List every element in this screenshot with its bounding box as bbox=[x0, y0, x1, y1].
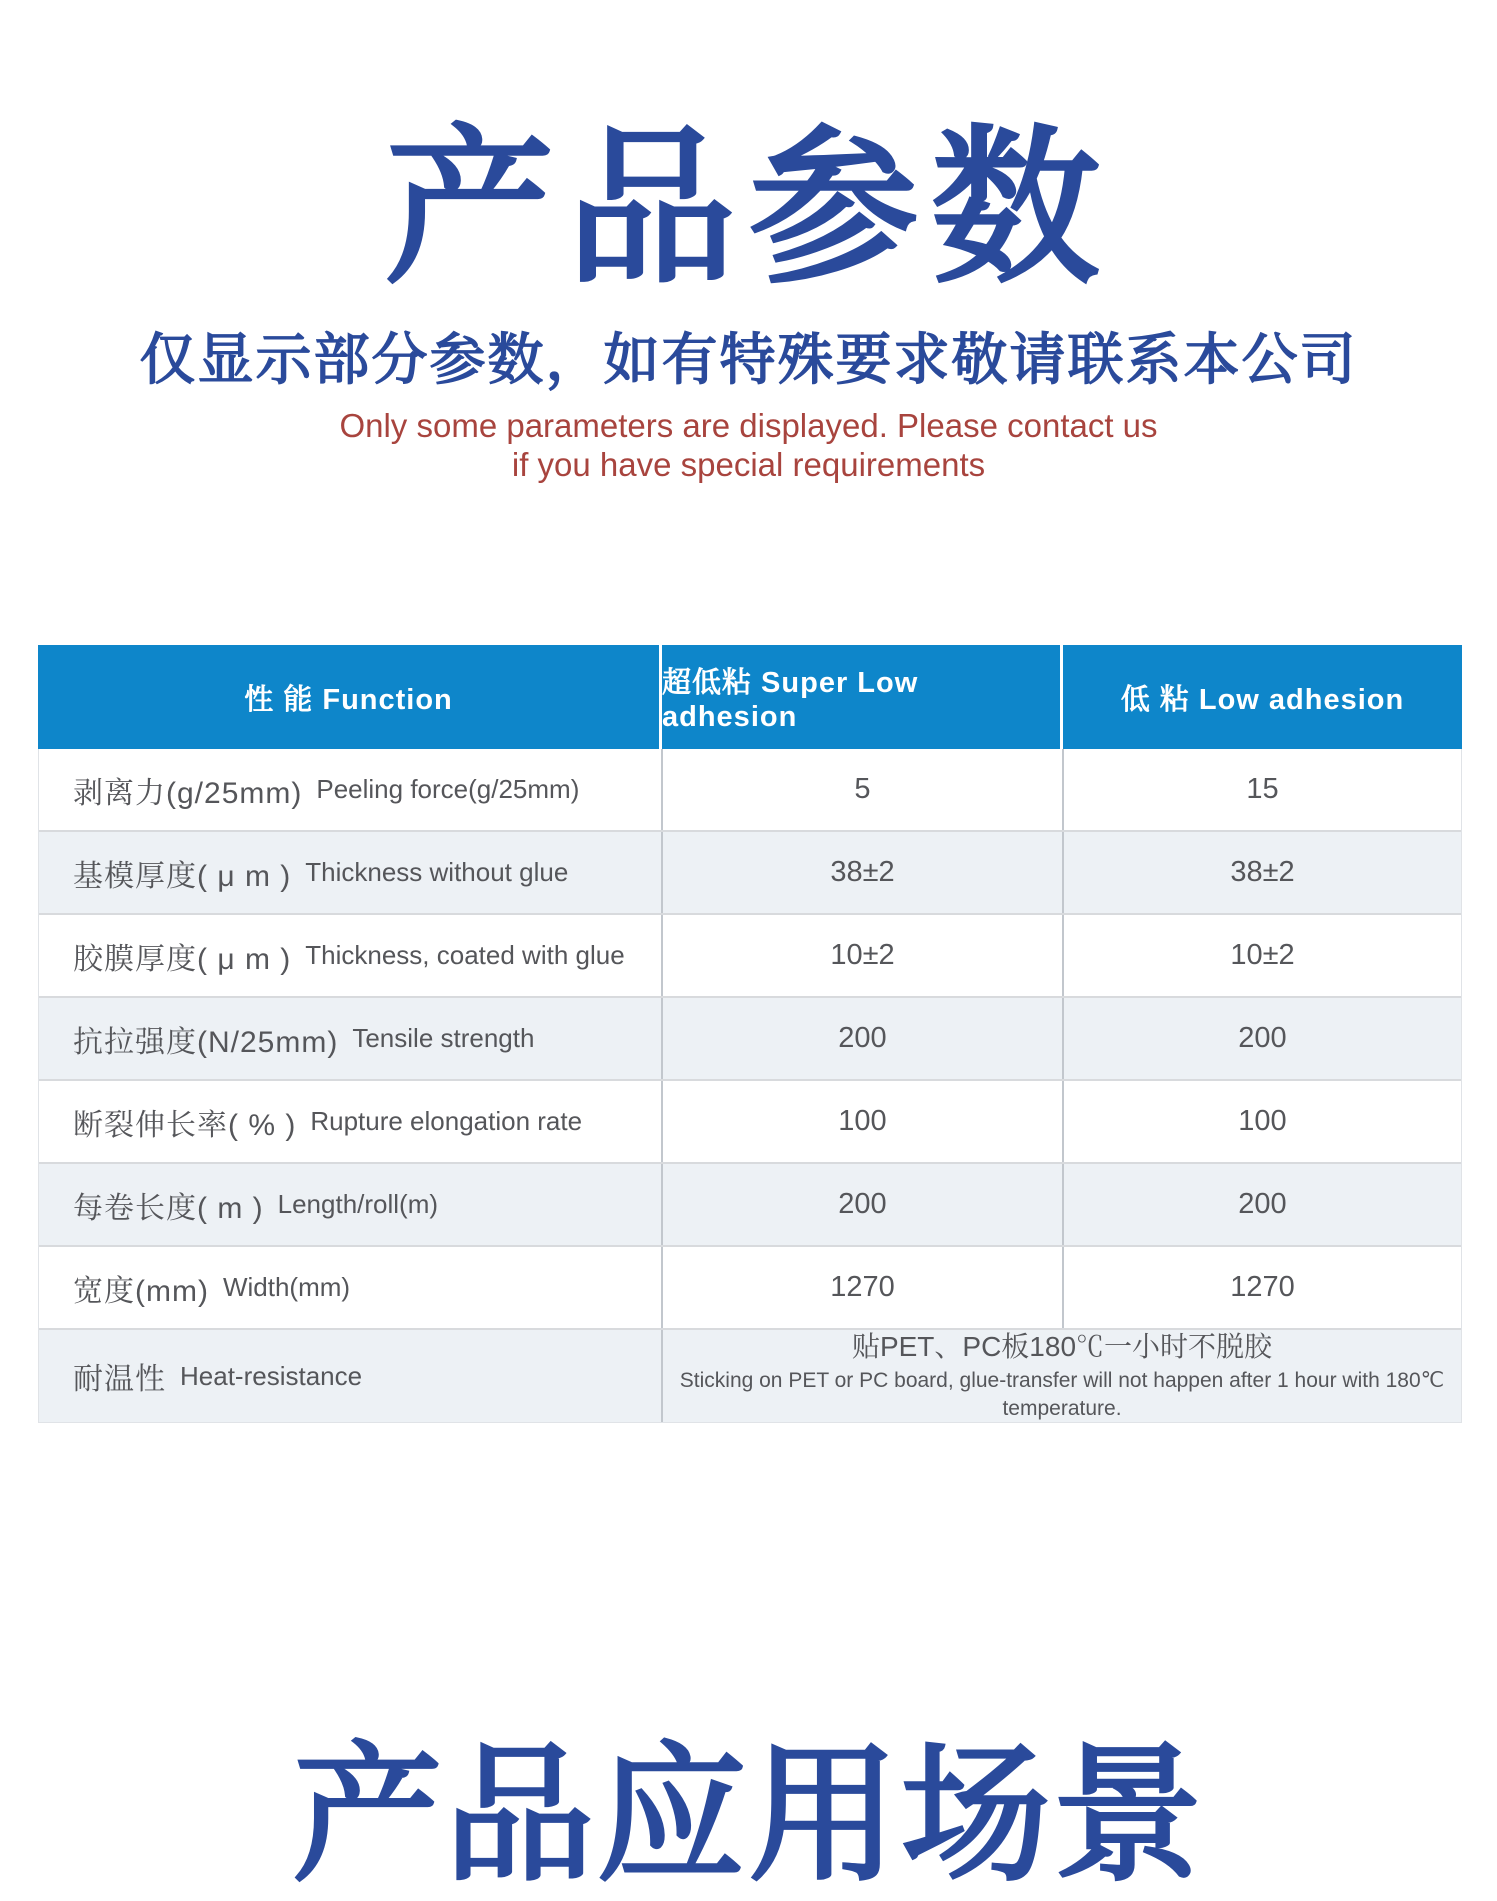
row-label bbox=[39, 1081, 661, 1162]
table-row bbox=[39, 830, 1461, 913]
table-body bbox=[38, 749, 1462, 1423]
value-low: 200 bbox=[1062, 998, 1461, 1079]
row-label-cn: 断裂伸长率( % ) bbox=[73, 1108, 297, 1142]
value-low: 200 bbox=[1062, 1164, 1461, 1245]
row-label bbox=[39, 1330, 661, 1422]
row-label-cn: 每卷长度( m ) bbox=[73, 1191, 264, 1225]
row-label-en: Thickness, coated with glue bbox=[305, 940, 625, 970]
row-label bbox=[39, 998, 661, 1079]
value-super-low: 5 bbox=[661, 749, 1062, 830]
row-label-cn: 抗拉强度(N/25mm) bbox=[73, 1025, 339, 1059]
value-low: 1270 bbox=[1062, 1247, 1461, 1328]
header-low-adhesion: 低 粘 Low adhesion bbox=[1063, 645, 1462, 749]
heat-resistance-value-cell bbox=[661, 1330, 1461, 1422]
table-row bbox=[39, 996, 1461, 1079]
row-label-en: Rupture elongation rate bbox=[310, 1106, 583, 1136]
application-scenarios-title: 产品应用场景 bbox=[292, 1731, 1205, 1899]
row-label bbox=[39, 749, 661, 830]
value-super-low: 38±2 bbox=[661, 832, 1062, 913]
value-super-low: 10±2 bbox=[661, 915, 1062, 996]
value-super-low: 200 bbox=[661, 998, 1062, 1079]
row-label-cn: 剥离力(g/25mm) bbox=[73, 776, 303, 810]
value-low: 10±2 bbox=[1062, 915, 1461, 996]
table-row bbox=[39, 1079, 1461, 1162]
row-label-en: Length/roll(m) bbox=[277, 1189, 439, 1219]
row-label-cn: 耐温性 bbox=[73, 1363, 166, 1396]
row-label-cn: 胶膜厚度( μ m ) bbox=[73, 942, 292, 976]
table-header-row bbox=[38, 645, 1462, 749]
row-label bbox=[39, 1247, 661, 1328]
heat-resistance-value-cn: 贴PET、PC板180℃一小时不脱胶 bbox=[851, 1330, 1273, 1362]
table-row bbox=[39, 1162, 1461, 1245]
row-label bbox=[39, 915, 661, 996]
value-low: 100 bbox=[1062, 1081, 1461, 1162]
row-label-cn: 宽度(mm) bbox=[73, 1274, 209, 1308]
row-label-en: Peeling force(g/25mm) bbox=[316, 774, 580, 804]
header-super-low-adhesion: 超低粘 Super Low adhesion bbox=[662, 645, 1063, 749]
row-label-en: Thickness without glue bbox=[305, 857, 569, 887]
subtitle-chinese: 仅显示部分参数，如有特殊要求敬请联系本公司 bbox=[139, 328, 1358, 391]
value-super-low: 1270 bbox=[661, 1247, 1062, 1328]
subtitle-english bbox=[0, 406, 1497, 484]
row-label-cn: 基模厚度( μ m ) bbox=[73, 859, 292, 893]
value-super-low: 100 bbox=[661, 1081, 1062, 1162]
parameters-table bbox=[38, 645, 1462, 1423]
table-row-heat-resistance bbox=[39, 1328, 1461, 1422]
subtitle-english-line2: if you have special requirements bbox=[511, 446, 986, 483]
row-label-en: Tensile strength bbox=[352, 1023, 535, 1053]
row-label bbox=[39, 1164, 661, 1245]
table-row bbox=[39, 913, 1461, 996]
heat-resistance-value-en: Sticking on PET or PC board, glue-transfer will not happen after 1 hour with 180℃ temperature. bbox=[679, 1368, 1445, 1420]
row-label bbox=[39, 832, 661, 913]
row-label-en: Heat-resistance bbox=[180, 1360, 363, 1391]
row-label-en: Width(mm) bbox=[222, 1272, 351, 1302]
value-low: 15 bbox=[1062, 749, 1461, 830]
value-super-low: 200 bbox=[661, 1164, 1062, 1245]
table-row bbox=[39, 1245, 1461, 1328]
subtitle-english-line1: Only some parameters are displayed. Please contact us bbox=[339, 407, 1158, 444]
value-low: 38±2 bbox=[1062, 832, 1461, 913]
page-title: 产品参数 bbox=[384, 114, 1113, 304]
header-function: 性 能 Function bbox=[38, 645, 662, 749]
table-row bbox=[39, 749, 1461, 830]
